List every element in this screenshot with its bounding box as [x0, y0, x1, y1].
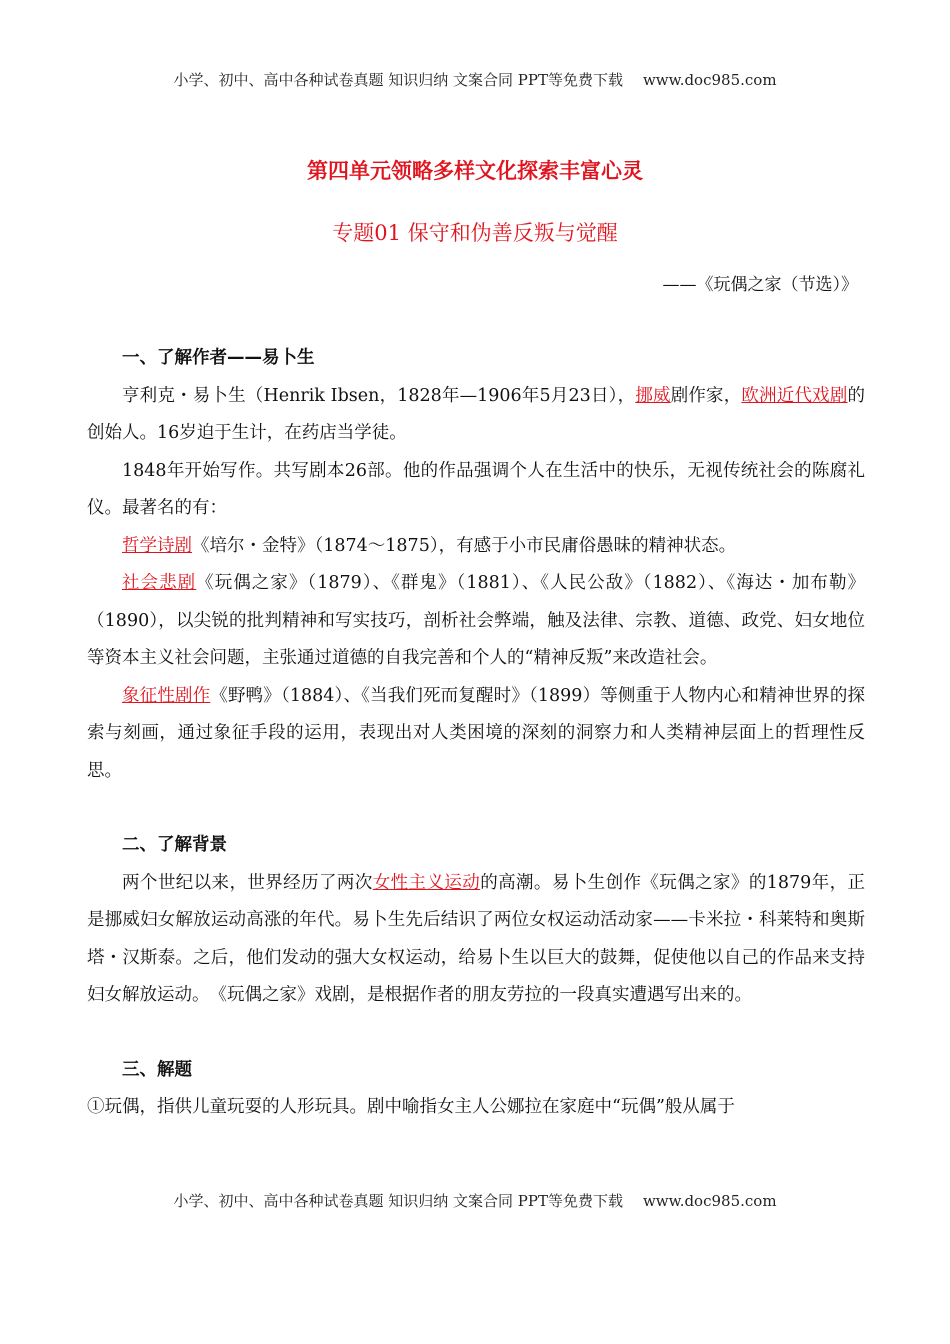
- text-span: 的创始人。16岁迫于生计，在药店当学徒。: [87, 385, 866, 443]
- page-footer: [0, 1190, 950, 1211]
- unit-title: 第四单元领略多样文化探索丰富心灵: [307, 159, 643, 183]
- text-span: 亨利克・易卜生（Henrik Ibsen，1828年—1906年5月23日），: [122, 385, 636, 406]
- link-symbolic-drama[interactable]: 象征性剧作: [122, 685, 211, 706]
- text-span: 剧作家，: [670, 385, 742, 406]
- link-feminism[interactable]: 女性主义运动: [372, 872, 481, 893]
- source-line: ——《玩偶之家（节选）》: [662, 275, 858, 295]
- document-body: [87, 340, 865, 1127]
- text-span: 的高潮。易卜生创作《玩偶之家》的1879年，正是挪威妇女解放运动高涨的年代。易卜生先后结识了两位女权运动活动家——卡米拉・科莱特和奥斯塔・汉斯泰。之后，他们发动的强大女权运动，给易卜生以巨大的鼓舞，促使他以自己的作品来支持妇女解放运动。 《玩偶之家》戏剧，是根据作者的朋友劳拉的一段真实遭遇写出来的。: [87, 872, 866, 1005]
- link-philosophical-drama[interactable]: 哲学诗剧: [122, 535, 192, 556]
- link-european-drama[interactable]: 欧洲近代戏剧: [741, 385, 848, 406]
- text-span: 两个世纪以来，世界经历了两次: [122, 872, 373, 893]
- link-norway[interactable]: 挪威: [635, 385, 671, 406]
- page-header: [0, 69, 950, 90]
- section3-heading: 三、解题: [122, 1059, 192, 1080]
- section2-para1: [87, 865, 865, 1015]
- section1-para1: [87, 378, 865, 453]
- section1-para2: 1848年开始写作。共写剧本26部。他的作品强调个人在生活中的快乐，无视传统社会的陈腐礼仪。最著名的有：: [87, 460, 865, 518]
- footer-url[interactable]: www.doc985.com: [642, 1192, 777, 1210]
- section2-heading: 二、了解背景: [122, 835, 227, 855]
- section1-para5: [87, 678, 865, 791]
- header-url[interactable]: www.doc985.com: [642, 71, 777, 89]
- section1-para3: [87, 528, 865, 566]
- text-span: 《野鸭》（1884）、《当我们死而复醒时》（1899）等侧重于人物内心和精神世界的探索与刻画，通过象征手段的运用，表现出对人类困境的深刻的洞察力和人类精神层面上的哲理性反思。: [87, 685, 866, 781]
- section3-para1: ①玩偶，指供儿童玩耍的人形玩具。剧中喻指女主人公娜拉在家庭中“玩偶”般从属于: [87, 1097, 735, 1117]
- topic-subtitle: 专题01 保守和伪善反叛与觉醒: [332, 221, 618, 245]
- link-social-tragedy[interactable]: 社会悲剧: [122, 573, 197, 593]
- section1-heading: 一、了解作者——易卜生: [122, 348, 315, 368]
- text-span: 《玩偶之家》（1879）、《群鬼》（1881）、《人民公敌》（1882）、《海达・加布勒》（1890），以尖锐的批判精神和写实技巧，剖析社会弊端，触及法律、宗教、道德、政党、妇女地位等资本主义社会问题，主张通过道德的自我完善和个人的“精神反叛”来改造社会。: [87, 573, 866, 668]
- footer-text: 小学、初中、高中各种试卷真题 知识归纳 文案合同 PPT等免费下载: [173, 1192, 623, 1210]
- section1-para4: [87, 565, 865, 678]
- text-span: 《培尔・金特》（1874～1875），有感于小市民庸俗愚昧的精神状态。: [192, 535, 737, 556]
- header-text: 小学、初中、高中各种试卷真题 知识归纳 文案合同 PPT等免费下载: [173, 71, 623, 89]
